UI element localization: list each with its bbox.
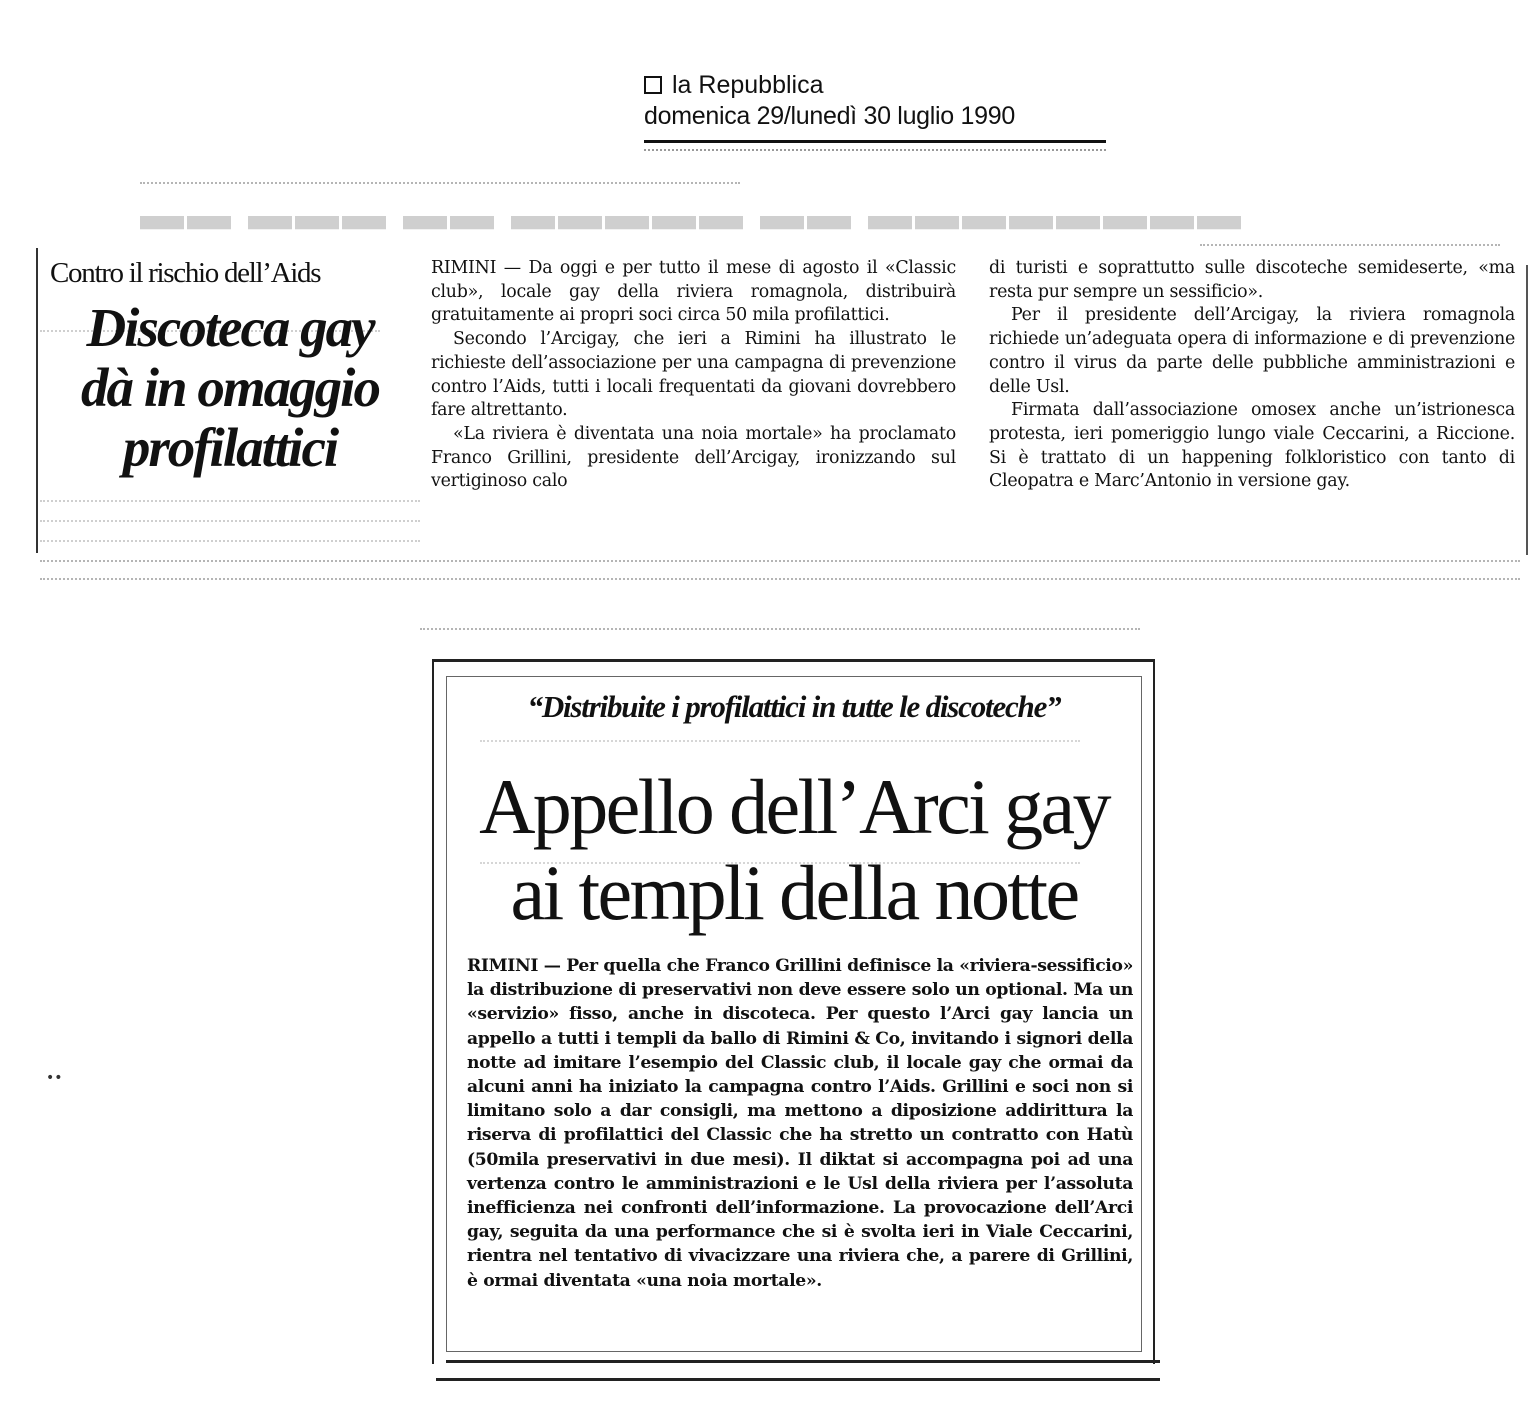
scan-noise [140,182,740,184]
article1-paragraph: «La riviera è diventata una noia mortale» ha proclamato Franco Grillini, presidente dell’Arcigay, ironizzando sul vertiginoso calo [431,423,956,492]
scan-noise [420,628,1140,630]
scan-speck: •• [46,1070,63,1086]
article1-title-line: Discoteca gay [86,297,374,358]
article1-title-line: profilattici [122,417,338,478]
bleed-through-shadow: ▬▬ ▬▬▬ ▬▬ ▬▬▬▬▬ ▬▬ ▬▬▬▬▬▬▬▬ [140,206,1244,255]
article1-paragraph: RIMINI — Da oggi e per tutto il mese di agosto il «Classic club», locale gay della riviera romagnola, distribuirà gratuitamente ai propri soci circa 50 mila profilattici. [431,258,956,326]
masthead-rule [644,140,1106,143]
article2-bottom-rule [436,1378,1160,1381]
article1-headline-block [50,256,410,478]
article2-body: RIMINI — Per quella che Franco Grillini definisce la «riviera-sessificio» la distribuzione di preservativi non deve essere solo un optional. Ma un «servizio» fisso, anche in discoteca. Per questo l’Arci gay lancia un appello a tutti i templi da ballo di Rimini & Co, invitando i signori della notte ad imitare l’esempio del Classic club, il locale gay che ormai da alcuni anni ha iniziato la campagna contro l’Aids. Grillini e soci non si limitano solo a dar consigli, ma mettono a diposizione addirittura la riserva di profilattici del Classic che ha stretto un contratto con Hatù (50mila preservativi in due mesi). Il diktat si accompagna poi ad una vertenza contro le amministrazioni e le Usl della riviera per l’assoluta inefficienza nei confronti dell’informazione. La provocazione dell’Arci gay, seguita da una performance che si è svolta ieri in Viale Ceccarini, rientra nel tentativo di vivacizzare una riviera che, a parere di Grillini, è ormai diventata «una noia mortale». [467,956,1133,1291]
article1-paragraph: Firmata dall’associazione omosex anche un’istrionesca protesta, ieri pomeriggio lungo viale Ceccarini, a Riccione. Si è trattato di un happening folkloristico con tanto di Cleopatra e Marc’Antonio in versione gay. [989,400,1515,492]
scan-noise [40,578,1520,580]
article1-left-rule [36,248,38,553]
article1-column-2 [989,257,1515,494]
newspaper-name-row [644,70,1114,100]
square-icon [644,76,662,94]
masthead-dotted-rule [644,149,1106,155]
article1-title [50,298,410,478]
article2-title [446,764,1142,936]
scan-noise [40,500,420,502]
article1-column-1 [431,257,956,494]
scan-noise [1200,244,1500,246]
article2-kicker: “Distribuite i profilattici in tutte le discoteche” [527,689,1061,724]
article1-paragraph: di turisti e soprattutto sulle discoteche semideserte, «ma resta pur sempre un sessificio». [989,258,1515,302]
article1-title-line: dà in omaggio [81,357,379,418]
article2-title-line: Appello dell’Arci gay [479,763,1109,850]
scan-noise [40,540,420,542]
publication-date: domenica 29/lunedì 30 luglio 1990 [644,102,1015,130]
article1-paragraph: Secondo l’Arcigay, che ieri a Rimini ha illustrato le richieste dell’associazione per una campagna di prevenzione contro l’Aids, tutti i locali frequentati da giovani dovrebbero fare altrettanto. [431,329,956,421]
article2-title-line: ai templi della notte [510,849,1078,936]
article1-right-rule [1526,265,1528,555]
scan-noise [40,560,1520,562]
masthead [644,70,1114,155]
article2-bottom-rule [446,1360,1160,1363]
newspaper-name: la Repubblica [672,71,824,99]
article1-paragraph: Per il presidente dell’Arcigay, la riviera romagnola richiede un’adeguata opera di informazione e di prevenzione contro il virus da parte delle pubbliche amministrazioni e delle Usl. [989,305,1515,397]
scan-noise [40,520,420,522]
article1-kicker: Contro il rischio dell’Aids [50,257,321,289]
